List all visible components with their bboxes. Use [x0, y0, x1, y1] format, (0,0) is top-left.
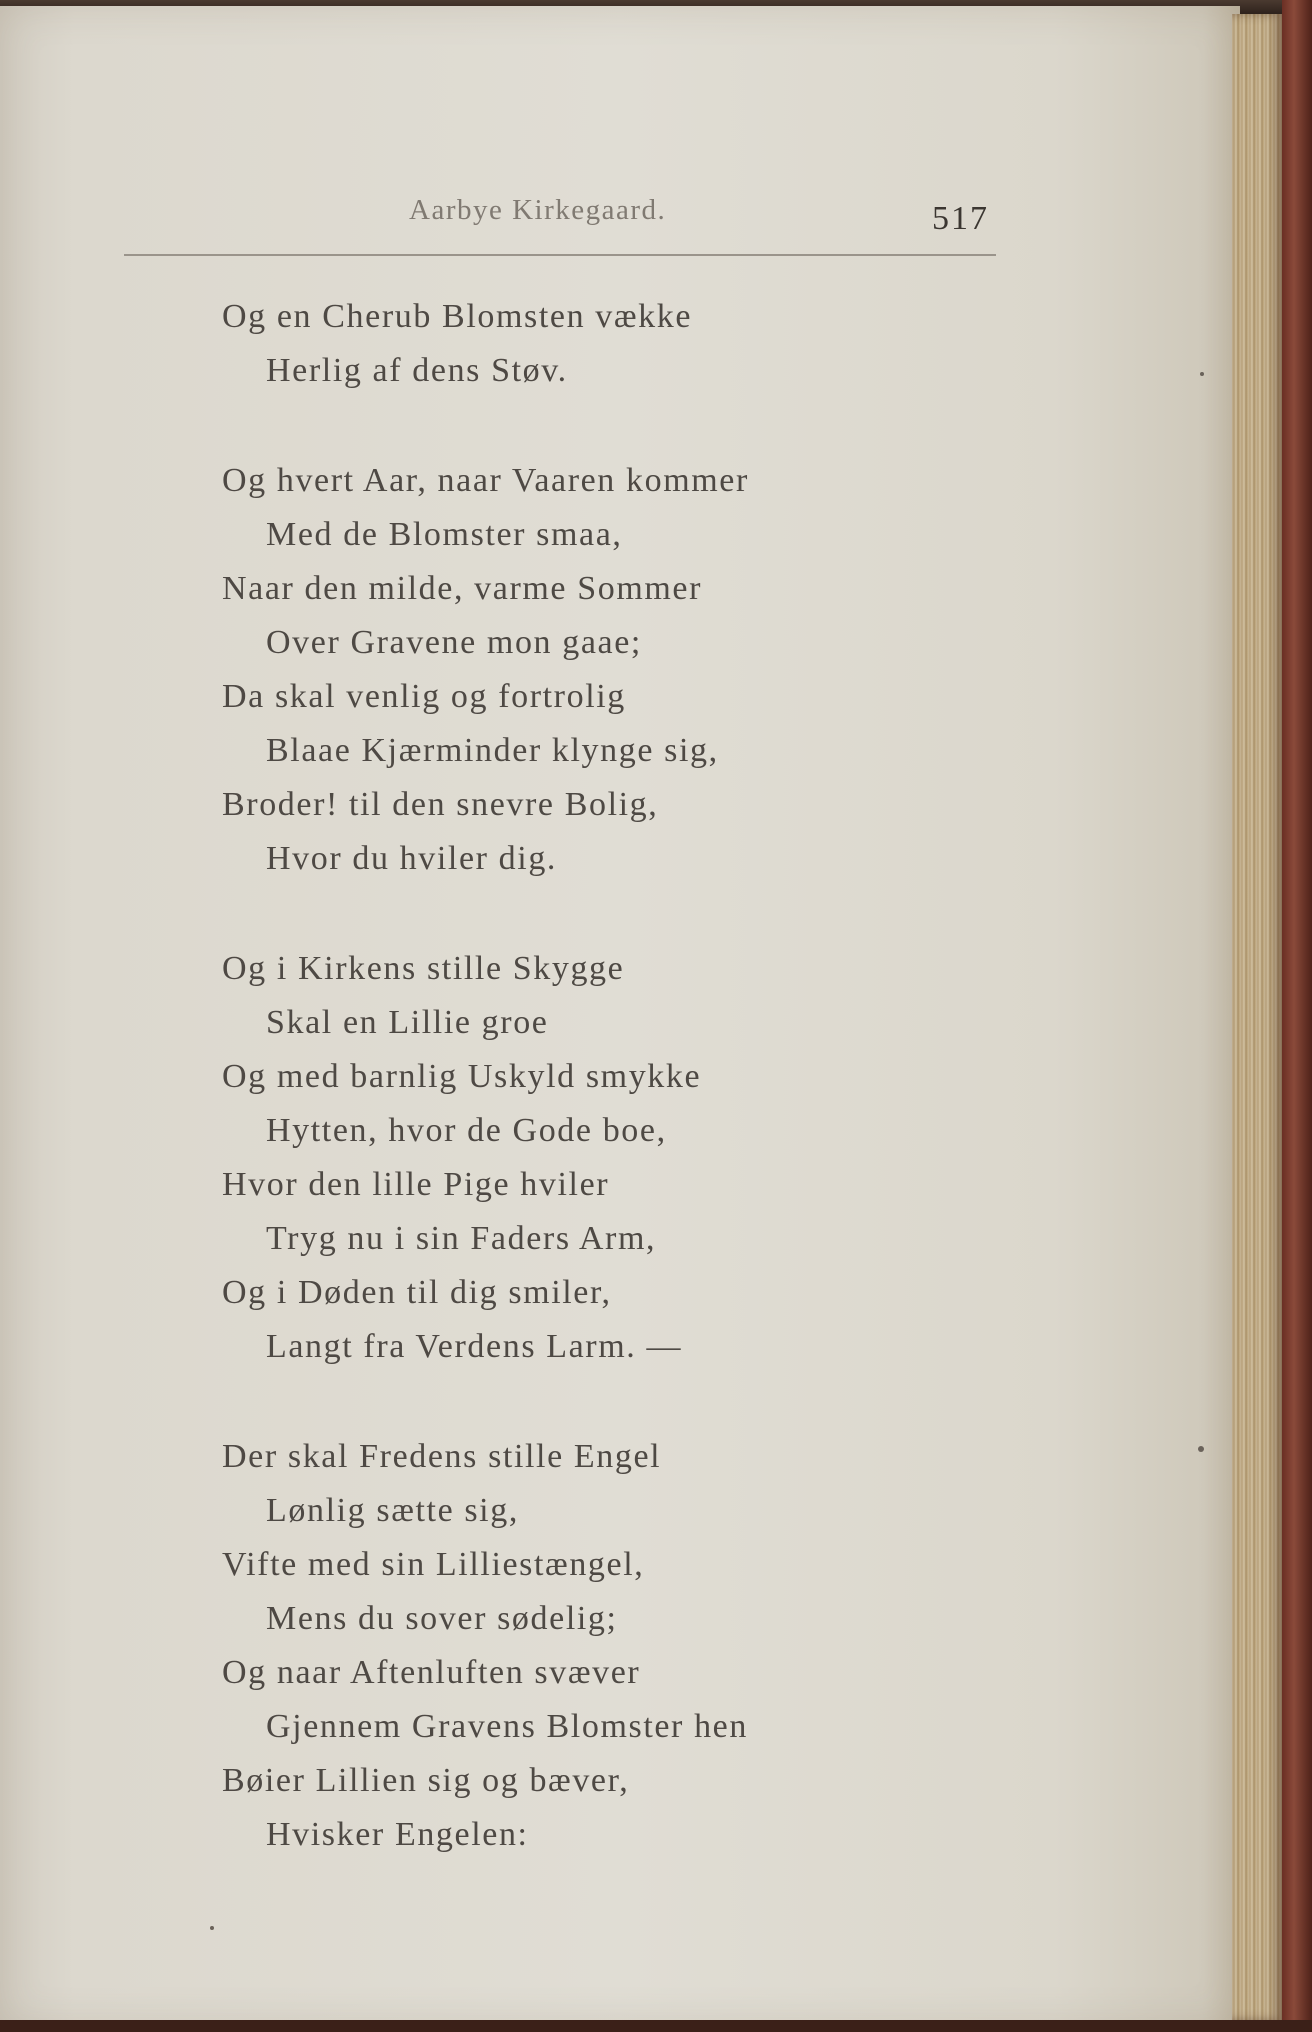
poem-line: Og i Kirkens stille Skygge — [222, 950, 625, 987]
header-rule — [124, 254, 996, 256]
stanza-1 — [222, 290, 922, 398]
paper-speck — [1198, 1446, 1204, 1452]
poem-line: Over Gravene mon gaae; — [266, 624, 642, 661]
poem-line: Naar den milde, varme Sommer — [222, 570, 703, 607]
book-cover-edge — [1282, 0, 1312, 2032]
paper-speck — [210, 1926, 214, 1930]
poem-line: Gjennem Gravens Blomster hen — [266, 1708, 748, 1745]
poem-line: Langt fra Verdens Larm. — — [266, 1328, 683, 1365]
stanza-2 — [222, 454, 922, 886]
poem-line: Bøier Lillien sig og bæver, — [222, 1762, 630, 1799]
poem-line: Og med barnlig Uskyld smykke — [222, 1058, 702, 1095]
poem-line: Vifte med sin Lilliestængel, — [222, 1546, 645, 1583]
poem-line: Hvor den lille Pige hviler — [222, 1166, 610, 1203]
poem-line: Og en Cherub Blomsten vække — [222, 298, 693, 335]
running-title: Aarbye Kirkegaard. — [409, 194, 667, 226]
stanza-gap — [222, 398, 922, 454]
poem-line: Tryg nu i sin Faders Arm, — [266, 1220, 657, 1257]
poem-line: Og naar Aftenluften svæver — [222, 1654, 641, 1691]
poem-line: Hvor du hviler dig. — [266, 840, 558, 877]
poem-line: Og i Døden til dig smiler, — [222, 1274, 612, 1311]
poem-line: Mens du sover sødelig; — [266, 1600, 618, 1637]
page-header — [124, 184, 996, 264]
stanza-3 — [222, 942, 922, 1374]
stanza-gap — [222, 886, 922, 942]
bottom-shadow — [0, 2020, 1312, 2032]
poem-line: Hvisker Engelen: — [266, 1816, 529, 1853]
poem-line: Med de Blomster smaa, — [266, 516, 623, 553]
stanza-gap — [222, 1374, 922, 1430]
poem-line: Blaae Kjærminder klynge sig, — [266, 732, 719, 769]
poem-line: Broder! til den snevre Bolig, — [222, 786, 659, 823]
poem-line: Skal en Lillie groe — [266, 1004, 549, 1041]
poem-line: Herlig af dens Støv. — [266, 352, 568, 389]
poem-line: Hytten, hvor de Gode boe, — [266, 1112, 667, 1149]
poem-line: Da skal venlig og fortrolig — [222, 678, 626, 715]
paper-speck — [1200, 372, 1204, 376]
page-edges — [1232, 14, 1282, 2020]
poem-line: Der skal Fredens stille Engel — [222, 1438, 662, 1475]
poem-line: Og hvert Aar, naar Vaaren kommer — [222, 462, 749, 499]
page-number: 517 — [932, 200, 989, 237]
stanza-4 — [222, 1430, 922, 1862]
book-page — [0, 6, 1240, 2026]
poem-line: Lønlig sætte sig, — [266, 1492, 519, 1529]
poem-body — [222, 290, 922, 1862]
